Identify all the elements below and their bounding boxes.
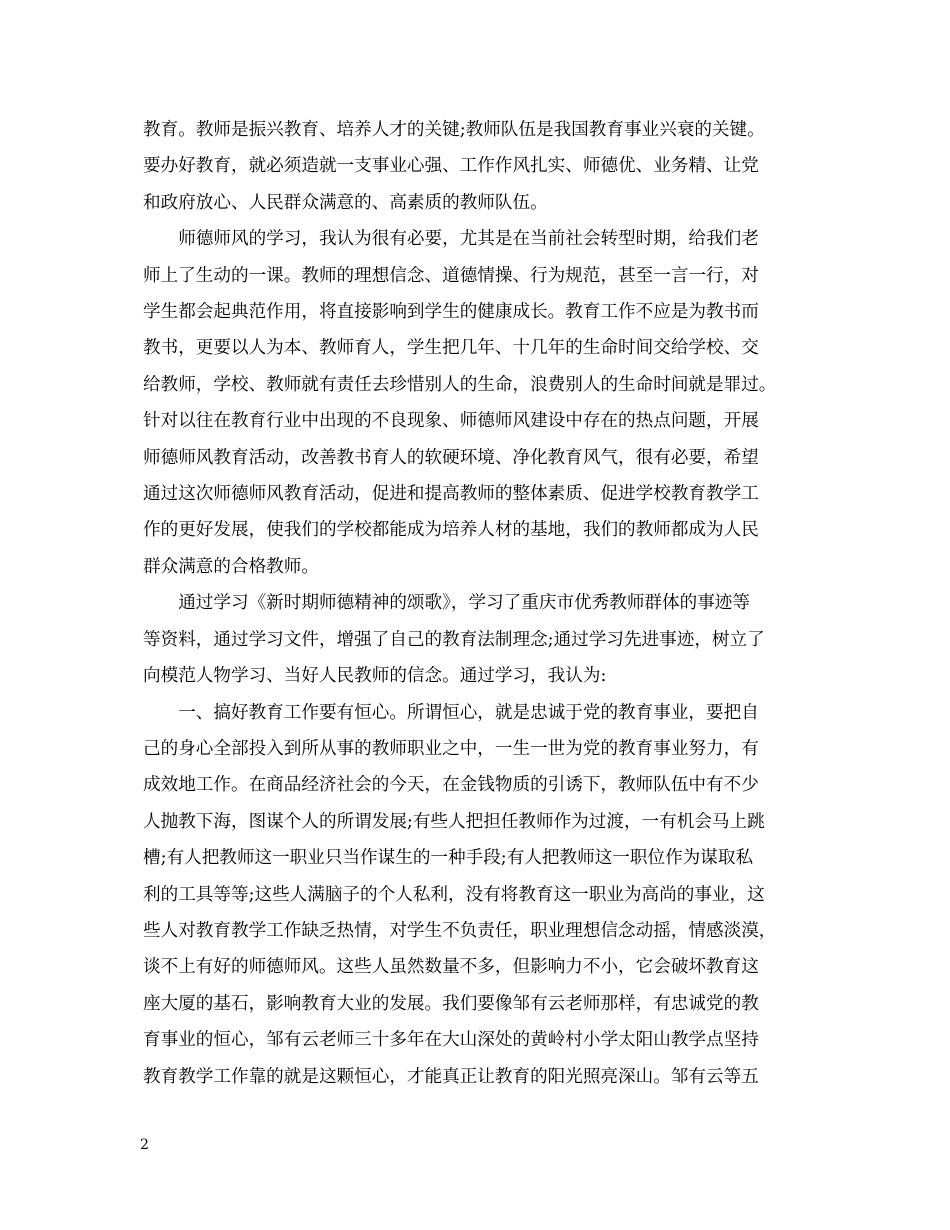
paragraph-3 bbox=[143, 585, 809, 694]
text-line: 利的工具等等;这些人满脑子的个人私利，没有将教育这一职业为高尚的事业，这 bbox=[143, 884, 765, 905]
text-line: 成效地工作。在商品经济社会的今天，在金钱物质的引诱下，教师队伍中有不少 bbox=[143, 775, 759, 796]
text-line: 师德师风教育活动，改善教书育人的软硬环境、净化教育风气，很有必要，希望 bbox=[143, 447, 759, 468]
text-line: 作的更好发展，使我们的学校都能成为培养人材的基地，我们的教师都成为人民 bbox=[143, 520, 759, 541]
text-line: 槽;有人把教师这一职业只当作谋生的一种手段;有人把教师这一职位作为谋取私 bbox=[143, 848, 754, 869]
text-line: 一、搞好教育工作要有恒心。所谓恒心，就是忠诚于党的教育事业，要把自 bbox=[178, 702, 759, 723]
page-number: 2 bbox=[140, 1137, 149, 1153]
text-line: 教书，更要以人为本、教师育人，学生把几年、十几年的生命时间交给学校、交 bbox=[143, 338, 759, 359]
text-line: 教育。教师是振兴教育、培养人才的关键;教师队伍是我国教育事业兴衰的关键。 bbox=[143, 120, 765, 140]
text-line: 学生都会起典范作用，将直接影响到学生的健康成长。教育工作不应是为教书而 bbox=[143, 302, 759, 323]
paragraph-2 bbox=[143, 221, 809, 585]
text-line: 育事业的恒心，邹有云老师三十多年在大山深处的黄岭村小学太阳山教学点坚持 bbox=[143, 1030, 759, 1051]
text-line: 等资料，通过学习文件，增强了自己的教育法制理念;通过学习先进事迹，树立了 bbox=[143, 629, 765, 650]
body-text bbox=[143, 112, 809, 1095]
text-line: 给教师，学校、教师就有责任去珍惜别人的生命，浪费别人的生命时间就是罪过。 bbox=[143, 374, 777, 395]
paragraph-1 bbox=[143, 112, 809, 221]
text-line: 谈不上有好的师德师风。这些人虽然数量不多，但影响力不小，它会破坏教育这 bbox=[143, 957, 759, 978]
text-line: 己的身心全部投入到所从事的教师职业之中，一生一世为党的教育事业努力，有 bbox=[143, 738, 759, 759]
text-line: 群众满意的合格教师。 bbox=[143, 556, 319, 577]
text-line: 些人对教育教学工作缺乏热情，对学生不负责任，职业理想信念动摇，情感淡漠， bbox=[143, 920, 777, 941]
text-line: 教育教学工作靠的就是这颗恒心，才能真正让教育的阳光照亮深山。邹有云等五 bbox=[143, 1066, 759, 1087]
text-line: 师上了生动的一课。教师的理想信念、道德情操、行为规范，甚至一言一行，对 bbox=[143, 265, 759, 286]
paragraph-4 bbox=[143, 695, 809, 1095]
text-line: 通过这次师德师风教育活动，促进和提高教师的整体素质、促进学校教育教学工 bbox=[143, 484, 759, 505]
text-line: 通过学习《新时期师德精神的颂歌》，学习了重庆市优秀教师群体的事迹等 bbox=[178, 593, 750, 614]
text-line: 座大厦的基石，影响教育大业的发展。我们要像邹有云老师那样，有忠诚党的教 bbox=[143, 993, 759, 1014]
text-line: 要办好教育，就必须造就一支事业心强、工作作风扎实、师德优、业务精、让党 bbox=[143, 156, 759, 177]
text-line: 人抛教下海，图谋个人的所谓发展;有些人把担任教师作为过渡，一有机会马上跳 bbox=[143, 811, 765, 832]
text-line: 师德师风的学习，我认为很有必要，尤其是在当前社会转型时期，给我们老 bbox=[178, 229, 759, 250]
text-line: 针对以往在教育行业中出现的不良现象、师德师风建设中存在的热点问题，开展 bbox=[143, 411, 759, 432]
text-line: 和政府放心、人民群众满意的、高素质的教师队伍。 bbox=[143, 192, 548, 213]
text-line: 向模范人物学习、当好人民教师的信念。通过学习，我认为: bbox=[143, 666, 607, 687]
